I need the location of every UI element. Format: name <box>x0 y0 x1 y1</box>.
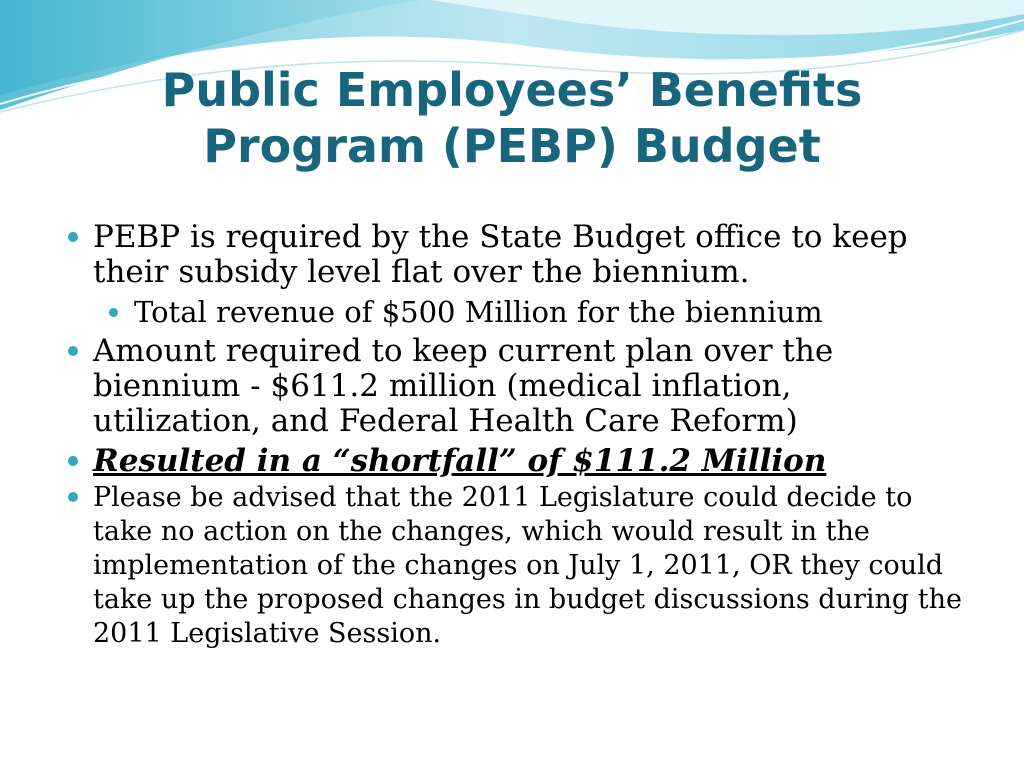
bullet-list <box>62 220 962 656</box>
sub-bullet-text: Total revenue of $500 Million for the biennium <box>134 295 823 329</box>
bullet-item <box>62 481 962 651</box>
sub-bullet-item <box>103 295 962 330</box>
bullet-item <box>62 334 962 439</box>
bullet-icon <box>68 346 78 356</box>
bullet-icon <box>68 456 78 466</box>
bullet-text: Please be advised that the 2011 Legislature could decide to take no action on the changes, which would result in the implementation of the changes on July 1, 2011, OR they could take up the proposed changes in budget discussions during the 2011 Legislative Session. <box>93 482 962 649</box>
slide-title-line-1: Public Employees’ Benefits <box>161 63 863 117</box>
bullet-text: PEBP is required by the State Budget office to keep their subsidy level flat over the biennium. <box>93 219 908 290</box>
shortfall-text: Resulted in a “shortfall” of $111.2 Million <box>93 443 827 479</box>
bullet-item-shortfall <box>62 444 962 479</box>
bullet-icon <box>68 232 78 242</box>
slide-title-line-2: Program (PEBP) Budget <box>203 119 821 173</box>
bullet-icon <box>68 492 78 502</box>
slide-title <box>0 62 1024 174</box>
bullet-item <box>62 220 962 290</box>
bullet-icon <box>109 308 118 317</box>
bullet-text: Amount required to keep current plan over the biennium - $611.2 million (medical inflation, utilization, and Federal Health Care Reform) <box>93 333 834 439</box>
